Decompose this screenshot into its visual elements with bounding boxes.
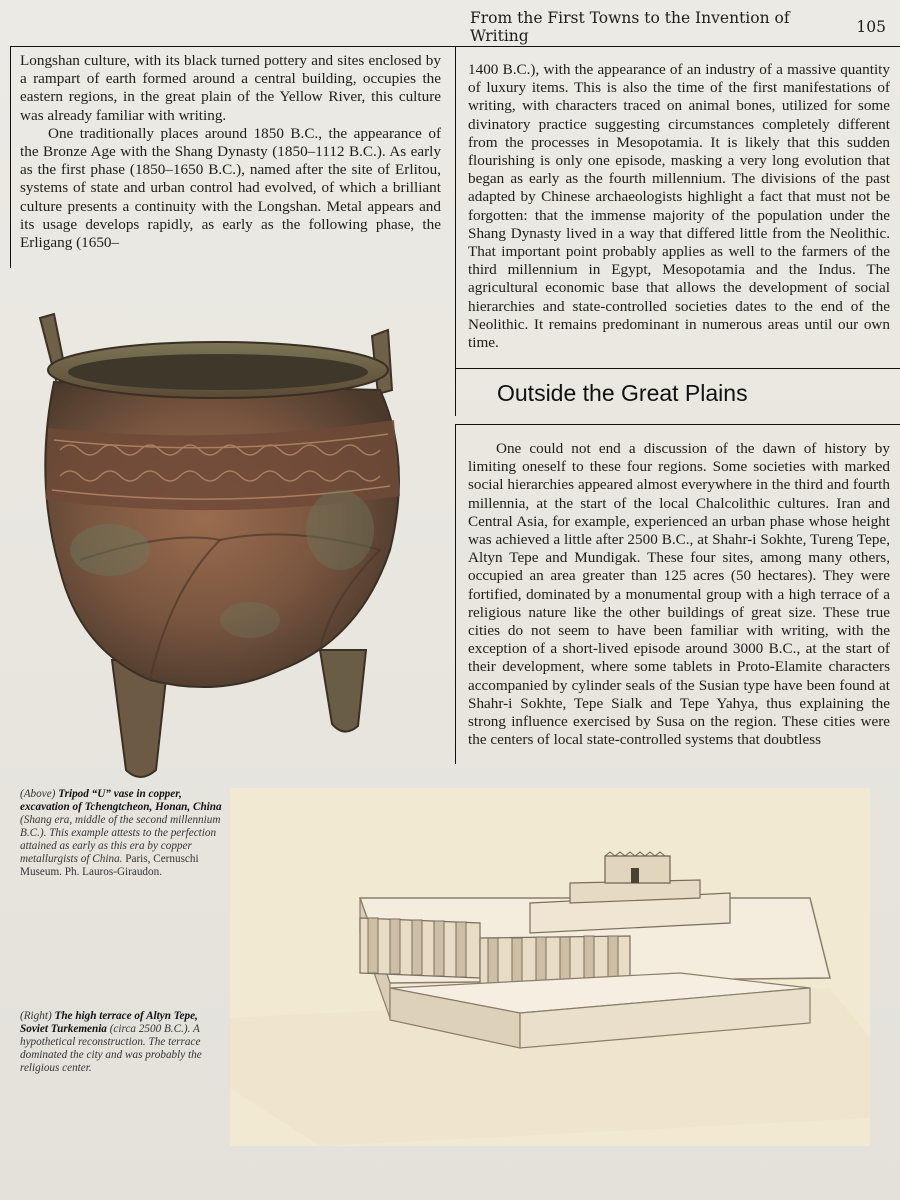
running-header [470, 9, 886, 45]
right-column-lower-text [468, 440, 890, 749]
vase-opening [68, 354, 368, 390]
terrace-drawing [230, 788, 870, 1146]
page-number: 105 [856, 18, 886, 36]
caption-right [20, 1010, 225, 1075]
left-column-rule [10, 46, 11, 268]
caption-above-credit: Paris, Cernuschi Museum. Ph. Lauros-Giraudon. [20, 853, 199, 878]
left-paragraph-2: One traditionally places around 1850 B.C., the appearance of the Bronze Age with the Shang Dynasty (1850–1112 B.C.). As early as the first phase (1850–1650 B.C.), named after the site of Erlitou, systems of state and urban control had evolved, of which a brilliant culture presents a continuity with the Longshan. Metal appears and its usage develops rapidly, as early as the following phase, the Erligang (1650– [20, 124, 441, 252]
section-rule-top [455, 368, 900, 369]
center-column-rule [455, 46, 456, 416]
patina-patch [220, 602, 280, 638]
shrine-doorway [631, 868, 639, 883]
right-paragraph-2: One could not end a discussion of the dawn of history by limiting oneself to these four regions. Some societies with marked social hierarchies appeared almost everywhere in the third and fourth millennia, at the start of the local Chalcolithic cultures. Iran and Central Asia, for example, experienced an urban phase whose height was achieved a little after 2500 B.C., at Shahr-i Sokhte, Tureng Tepe, Altyn Tepe and Mundigak. These four sites, among many others, occupied an area greater than 125 acres (50 hectares). They were fortified, dominated by a monumental group with a high terrace of a religious nature like the other buildings of great size. These true cities do not seem to have been familiar with writing, with the exception of a short-lived episode around 3000 B.C., at the start of their development, where some tablets in Proto-Elamite characters accompanied by cylinder seals of the Susian type have been found at Shahr-i Sokhte, Tepe Sialk and Tepe Yahya, thus explaining the strong influence exercised by Susa on the region. These cities were the centers of local state-controlled systems that doubtless [468, 440, 890, 749]
right-lower-column-rule [455, 424, 456, 764]
caption-above [20, 788, 225, 879]
left-paragraph-1: Longshan culture, with its black turned pottery and sites enclosed by a rampart of earth formed around a central building, occupies the eastern regions, in the great plain of the Yellow River, this culture was already familiar with writing. [20, 52, 441, 124]
caption-right-title: The high terrace of Altyn Tepe, Soviet Turkemenia [20, 1010, 198, 1035]
caption-right-body: (circa 2500 B.C.). A hypothetical reconstruction. The terrace dominated the city and was probably the religious center. [20, 1023, 202, 1074]
left-column-text [20, 52, 441, 252]
section-rule-bottom [455, 424, 900, 425]
patina-patch [306, 490, 374, 570]
right-paragraph-1: 1400 B.C.), with the appearance of an industry of a massive quantity of luxury items. This is also the time of the first manifestations of writing, with characters traced on animal bones, utilized for some divinatory practice suggesting circumstances completely different from the processes in Mesopotamia. It is likely that this sudden flourishing is only one episode, masking a very long evolution that began as early as the fourth millennium. The divisions of the past adapted by Chinese archaeologists highlight a fact that must not be forgotten: that the immense majority of the population under the Shang Dynasty lived in a way that differed little from the Neolithic. That important point probably applies as well to the farmers of the third millennium in Egypt, Mesopotamia and the Indus. The agricultural economic base that allows the development of social hierarchies and state-controlled societies dates to the end of the Neolithic. It remains predominant in numerous areas until our own time. [468, 61, 890, 352]
caption-right-label: (Right) [20, 1010, 52, 1022]
caption-above-label: (Above) [20, 788, 56, 800]
section-heading: Outside the Great Plains [497, 380, 748, 406]
patina-patch [70, 524, 150, 576]
right-column-upper-text [468, 61, 890, 352]
caption-above-title: Tripod “U” vase in copper, excavation of Tchengtcheon, Honan, China [20, 788, 222, 813]
right-leg [320, 650, 366, 732]
header-title: From the First Towns to the Invention of Writing [470, 9, 790, 45]
caption-above-body: (Shang era, middle of the second millennium B.C.). This example attests to the perfection attained as early as this era by copper metallurgists of China. [20, 814, 221, 865]
vase-photo [20, 300, 420, 780]
